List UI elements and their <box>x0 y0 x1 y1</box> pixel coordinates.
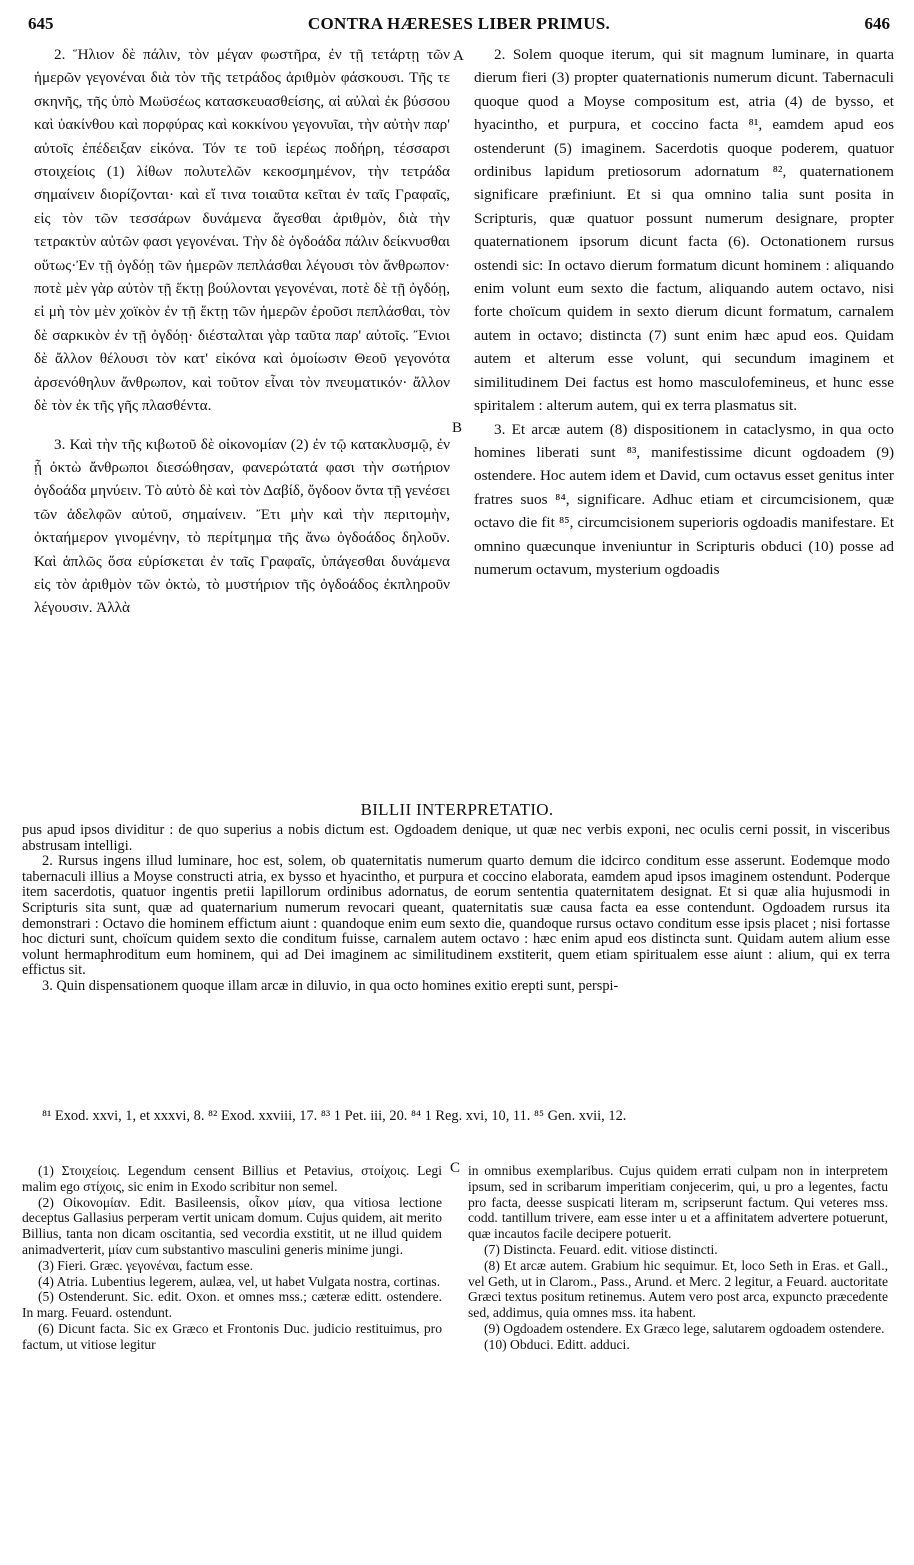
billii-interpretation <box>22 823 890 995</box>
page-header <box>28 14 890 40</box>
footnotes-left <box>22 1163 442 1353</box>
latin-paragraph-3: 3. Et arcæ autem (8) dispositionem in cataclysmo, in qua octo homines liberati sunt ⁸³, manifestissime dicunt ogdoadem (9) ostendere. Hoc autem idem et David, cum octavus esset genitus inter fratres suos ⁸⁴, significare. Adhuc etiam et circumcisionem, quæ octavo die fit ⁸⁵, circumcisionem superioris ogdoadis manifestare. Et omnino quæcunque inveniuntur in Scripturis obduci (10) posse ad numerum octavum, mysterium ogdoadis <box>474 420 894 578</box>
margin-letter-b: B <box>452 420 463 436</box>
greek-paragraph-2: 2. Ἥλιον δὲ πάλιν, τὸν μέγαν φωστῆρα, ἐν τῇ τετάρτῃ τῶν ἡμερῶν γεγονέναι διὰ τὸν τῆς τετράδος ἀριθμὸν φάσκουσι. Τῆς τε σκηνῆς, τῆς ὑπὸ Μωϋσέως κατασκευασθείσης, αἱ αὐλαὶ ἐκ βύσσου καὶ ὑακίνθου καὶ πορφύρας καὶ κοκκίνου γεγονυῖαι, τὴν αὐτὴν παρ' αὐτοῖς ἐπέδειξαν εἰκόνα. Τόν τε τοῦ ἱερέως ποδήρη, τέσσαρσι στοιχείοις (1) λίθων πολυτελῶν κεκοσμημένον, τὴν τετράδα σημαίνειν διορίζονται· καὶ εἴ τινα τοιαῦτα κεῖται ἐν ταῖς Γραφαῖς, εἰς τὸν τῶν τεσσάρων δυνάμενα ἄγεσθαι ἀριθμὸν, διὰ τὴν τετρακτὺν αὐτῶν φασι γεγονέναι. Τὴν δὲ ὀγδοάδα πάλιν δείκνυσθαι οὕτως·Ἐν τῇ ὀγδόῃ τῶν ἡμερῶν πεπλάσθαι λέγουσι τὸν ἄνθρωπον· ποτὲ μὲν γὰρ αὐτὸν τῇ ἕκτῃ βούλονται γεγονέναι, ποτὲ δὲ τῇ ὀγδόῃ, εἰ μὴ τὸν μὲν χοϊκὸν ἐν τῇ ἕκτῃ τῶν ἡμερῶν ἐροῦσι πεπλάσθαι, τὸν δὲ σαρκικὸν ἐν τῇ ὀγδόῃ· διέσταλται γὰρ ταῦτα παρ' αὐτοῖς. Ἔνιοι δὲ ἄλλον θέλουσι τὸν κατ' εἰκόνα καὶ ὁμοίωσιν Θεοῦ γεγονότα ἀρσενόθηλυν ἄνθρωπον, καὶ τοῦτον εἶναι τὸν πνευματικόν· ἄλλον δὲ τὸν ἐκ τῆς γῆς πλασθέντα. <box>34 46 450 415</box>
latin-paragraph-2: 2. Solem quoque iterum, qui sit magnum luminare, in quarta dierum fieri (3) propter quaternationis numerum dicunt. Tabernaculi quoque quod a Moyse compositum est, atria (4) de bysso, et hyacintho, et purpura, et coccino facta ⁸¹, eamdem apud eos ostenderunt (5) imaginem. Sacerdotis quoque poderem, quatuor ordinibus lapidum pretiosorum adornatum ⁸², quaternationem significare præfiniunt. Et si qua omnino talia sunt posita in Scripturis, quæ quatuor possunt numerum designare, propter quaternationem ipsorum dicunt facta (6). Octonationem rursus ostendi sic: In octavo dierum formatum dicunt hominem : aliquando enim volunt eum sexto die factum, aliquando autem octavo, nisi forte choïcum quidem in sexto dierum dicunt formatum, carnalem autem in octavo; distincta (7) sunt enim hæc apud eos. Quidam autem et alterum esse volunt, qui secundum imaginem et similitudinem Dei factus est homo masculofemineus, et hunc esse spiritalem : alterum autem, qui ex terra plasmatus sit. <box>474 46 894 415</box>
footnote-1: (1) Στοιχείοις. Legendum censent Billius et Petavius, στοίχοις. Legi malim ego στίχοις, sic enim in Exodo scribitur non semel. <box>22 1163 442 1194</box>
footnote-9: (9) Ogdoadem ostendere. Ex Græco lege, salutarem ogdoadem ostendere. <box>484 1320 885 1336</box>
footnote-8: (8) Et arcæ autem. Grabium hic sequimur. Et, loco Seth in Eras. et Gall., vel Geth, ut in Clarom., Pass., Arund. et Merc. 2 legitur, a Feuard. auctoritate Græci textus positum retinemus. Autem vero post arca, expuncto præcedente sed, addimus, quia omnes mss. ita habent. <box>468 1257 888 1321</box>
billii-paragraph-3: 3. Quin dispensationem quoque illam arcæ in diluvio, in qua octo homines exitio erepti sunt, perspi- <box>42 977 619 994</box>
footnote-6-continued: in omnibus exemplaribus. Cujus quidem errati culpam non in interpretem ipsum, sed in scribarum imperitiam conjecerim, qui, u pro a legentes, factu pro facta, deesse suspicati literam m, scripserunt factum. Qui veteres mss. codd. tantillum trivere, eam esse inter u et a affinitatem advertere potuerunt, quæ incautos facile decipere potuerit. <box>468 1163 888 1242</box>
scripture-references: ⁸¹ Exod. xxvi, 1, et xxxvi, 8. ⁸² Exod. xxviii, 17. ⁸³ 1 Pet. iii, 20. ⁸⁴ 1 Reg. xvi, 10, 11. ⁸⁵ Gen. xvii, 12. <box>42 1108 627 1124</box>
footnote-3: (3) Fieri. Græc. γεγονέναι, factum esse. <box>38 1257 254 1273</box>
margin-letter-c: C <box>450 1160 461 1176</box>
footnote-2: (2) Οἰκονομίαν. Edit. Basileensis, οἶκον μίαν, qua vitiosa lectione deceptus Gallasius perperam vertit unicam domum. Cujus quidem, ait merito Billius, tanta non dicam oscitantia, sed vecordia exstitit, ut ne illud quidem animadverterit, μίαν cum substantivo masculini generis minime jungi. <box>22 1194 442 1257</box>
latin-column <box>474 43 894 581</box>
footnotes-right <box>468 1163 888 1353</box>
footnote-5: (5) Ostenderunt. Sic. edit. Oxon. et omnes mss.; cæteræ editt. ostendere. In marg. Feuard. ostendunt. <box>22 1289 442 1321</box>
footnote-6: (6) Dicunt facta. Sic ex Græco et Frontonis Duc. judicio restituimus, pro factum, ut vitiose legitur <box>22 1320 442 1352</box>
billii-paragraph-2: 2. Rursus ingens illud luminare, hoc est, solem, ob quaternitatis numerum quarto demum die idcirco conditum esse asserunt. Eodemque modo tabernaculi illius a Moyse constructi atria, ex bysso et hyacintho, et purpura et coccino elaborata, eamdem apud ipsos imaginem ostendunt. Poderque item sacerdotis, quatuor ingentis pretii lapillorum ordinibus adornatus, de eorum sententia quaternitatem designat. Et si quæ alia hujusmodi in Scripturis sita sunt, quæ ad quaternarium numerum revocari queant, quaternitatis suæ causa facta ea esse contendunt. Ogdoadem rursus ita demonstrari : Octavo die hominem effictum aiunt : quandoque enim eum sexto die, quandoque rursus octavo conditum esse ipsis placet ; nisi fortasse hoc dicturi sunt, choïcum quidem sexto die conditum fuisse, carnalem autem octavo : hæc enim apud eos distincta sunt. Quidam autem alium esse volunt hermaphroditum eum hominem, qui ad Dei imaginem ac similitudinem exstiterit, quem etiam spiritualem esse aiunt : alium, qui ex terra effictus sit. <box>22 853 890 979</box>
billii-heading: BILLII INTERPRETATIO. <box>360 800 554 819</box>
footnote-7: (7) Distincta. Feuard. edit. vitiose distincti. <box>484 1241 718 1257</box>
footnote-4: (4) Atria. Lubentius legerem, aulæa, vel, ut habet Vulgata nostra, cortinas. <box>38 1273 441 1289</box>
billii-paragraph-1: pus apud ipsos dividitur : de quo superius a nobis dictum est. Ogdoadem denique, ut quæ nec verbis exponi, nec oculis cerni possit, in visceribus abstrusam intelligi. <box>22 822 890 854</box>
page-number-right: 646 <box>864 14 890 33</box>
margin-letter-a: A <box>453 48 464 64</box>
running-title: CONTRA HÆRESES LIBER PRIMUS. <box>307 14 611 33</box>
greek-column <box>34 43 450 620</box>
footnote-10: (10) Obduci. Editt. adduci. <box>484 1336 630 1352</box>
page-number-left: 645 <box>28 14 54 33</box>
greek-paragraph-3: 3. Καὶ τὴν τῆς κιβωτοῦ δὲ οἰκονομίαν (2) ἐν τῷ κατακλυσμῷ, ἐν ᾗ ὀκτὼ ἄνθρωποι διεσώθησαν, φανερώτατά φασι τὴν σωτήριον ὀγδοάδα μηνύειν. Τὸ αὐτὸ δὲ καὶ τὸν Δαβίδ, ὄγδοον ὄντα τῇ γενέσει τῶν ἀδελφῶν αὐτοῦ, σημαίνειν. Ἔτι μὴν καὶ τὴν περιτομὴν, ὀκταήμερον γινομένην, τὸ περίτμημα τῆς ἄνω ὀγδοάδος δηλοῦν. Καὶ ἁπλῶς ὅσα εὑρίσκεται ἐν ταῖς Γραφαῖς, ὑπάγεσθαι δυνάμενα εἰς τὸν ἀριθμὸν τῶν ὀκτὼ, τὸ μυστήριον τῆς ὀγδοάδος ἐκπληροῦν λέγουσιν. Ἀλλὰ <box>34 435 450 617</box>
